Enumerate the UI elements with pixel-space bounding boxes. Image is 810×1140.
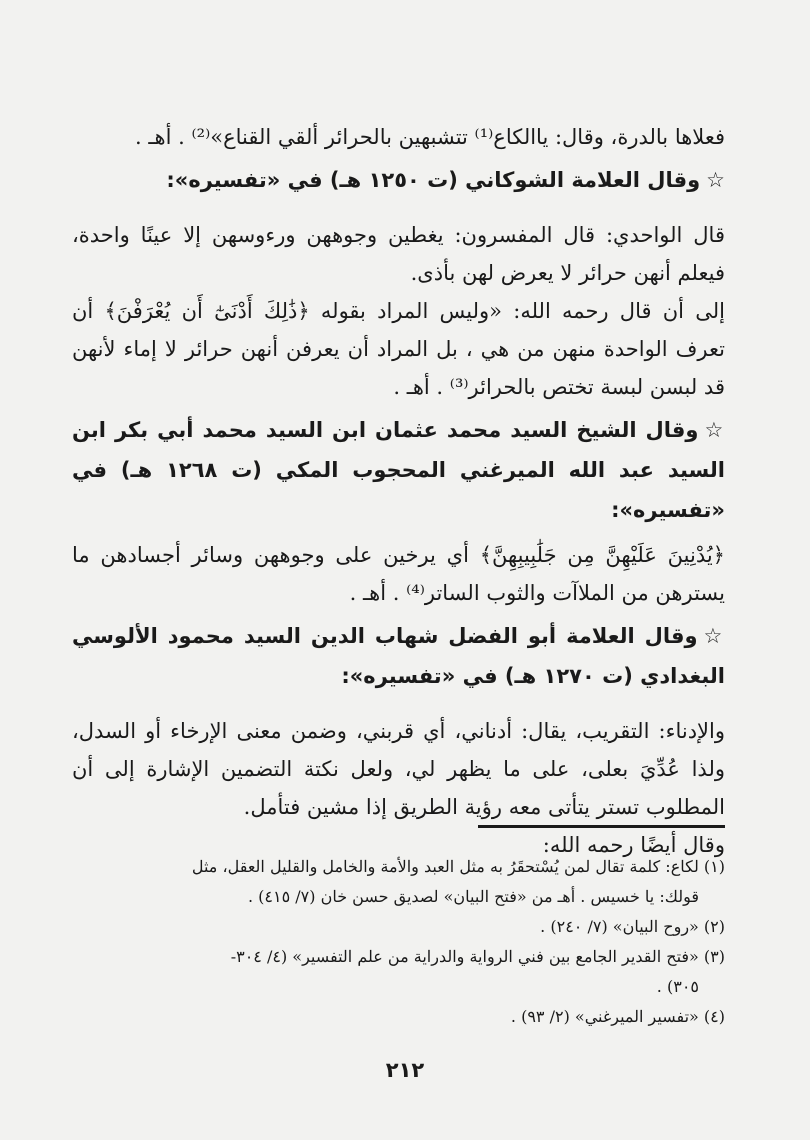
heading-alusi bbox=[72, 616, 725, 696]
text-line-top: فعلاها بالدرة، وقال: ياالكاع⁽¹⁾ تتشبهين بالحرائر ألقي القناع»⁽²⁾ . أهـ . bbox=[135, 125, 725, 149]
star-icon: ☆ bbox=[706, 168, 725, 192]
heading-mirghani bbox=[72, 410, 725, 530]
footnote-text: (٤) «تفسير الميرغني» (٢/ ٩٣) . bbox=[510, 1007, 725, 1026]
paragraph-mirghani: ﴿يُدْنِينَ عَلَيْهِنَّ مِن جَلَٰبِيبِهِنَّ﴾ أي يرخين على وجوههن وسائر أجسادهن ما يسترهن من الملاآت والثوب الساتر⁽⁴⁾ . أهـ . bbox=[72, 543, 725, 605]
footnote-text: (٢) «روح البيان» (٧/ ٢٤٠) . bbox=[540, 917, 725, 936]
paragraph-alusi-2: وقال أيضًا رحمه الله: bbox=[542, 833, 725, 857]
paragraph-wahidi-2: إلى أن قال رحمه الله: «وليس المراد بقوله ﴿ذَٰلِكَ أَدْنَىٰٓ أَن يُعْرَفْنَ﴾ أن تعرف الواحدة منهن من هي ، بل المراد أن يعرفن أنهن حرائر لا إماء لأنهن قد لبسن لبسة تختص بالحرائر⁽³⁾ . أهـ . bbox=[72, 299, 725, 399]
star-icon: ☆ bbox=[704, 418, 725, 442]
footnote-divider bbox=[478, 825, 725, 828]
footnote-4 bbox=[72, 1002, 725, 1032]
heading-shawkani bbox=[72, 160, 725, 200]
footnote-2 bbox=[72, 912, 725, 942]
main-text bbox=[72, 118, 725, 864]
paragraph-wahidi: قال الواحدي: قال المفسرون: يغطين وجوههن ورءوسهن إلا عينًا واحدة، فيعلم أنهن حرائر لا يعرض لهن بأذى. bbox=[72, 223, 725, 285]
footnotes bbox=[72, 852, 725, 1032]
footnote-continuation: قولك: يا خسيس . أهـ من «فتح البيان» لصديق حسن خان (٧/ ٤١٥) . bbox=[247, 887, 699, 906]
footnote-1 bbox=[72, 852, 725, 912]
heading-shawkani-text: وقال العلامة الشوكاني (ت ١٢٥٠ هـ) في «تفسيره»: bbox=[166, 168, 701, 192]
star-icon: ☆ bbox=[703, 624, 726, 648]
heading-mirghani-text: وقال الشيخ السيد محمد عثمان ابن السيد محمد أبي بكر ابن السيد عبد الله الميرغني المحجوب المكي (ت ١٢٦٨ هـ) في «تفسيره»: bbox=[72, 418, 725, 522]
footnote-text: (٣) «فتح القدير الجامع بين فني الرواية والدراية من علم التفسير» (٤/ ٣٠٤- bbox=[230, 947, 725, 966]
page-number: ٢١٢ bbox=[385, 1058, 425, 1082]
paragraph-alusi: والإدناء: التقريب، يقال: أدناني، أي قربني، وضمن معنى الإرخاء أو السدل، ولذا عُدِّيَ بعلى، على ما يظهر لي، ولعل نكتة التضمين الإشارة إلى أن المطلوب تستر يتأتى معه رؤية الطريق إذا مشين فتأمل. bbox=[72, 719, 725, 819]
footnote-3 bbox=[72, 942, 725, 1002]
footnote-text: (١) لكاع: كلمة تقال لمن يُسْتحقَرُ به مثل العبد والأمة والخامل والقليل العقل، مثل bbox=[191, 857, 725, 876]
footnote-continuation: ٣٠٥) . bbox=[656, 977, 699, 996]
heading-alusi-text: وقال العلامة أبو الفضل شهاب الدين السيد محمود الألوسي البغدادي (ت ١٢٧٠ هـ) في «تفسيره»: bbox=[72, 624, 725, 688]
